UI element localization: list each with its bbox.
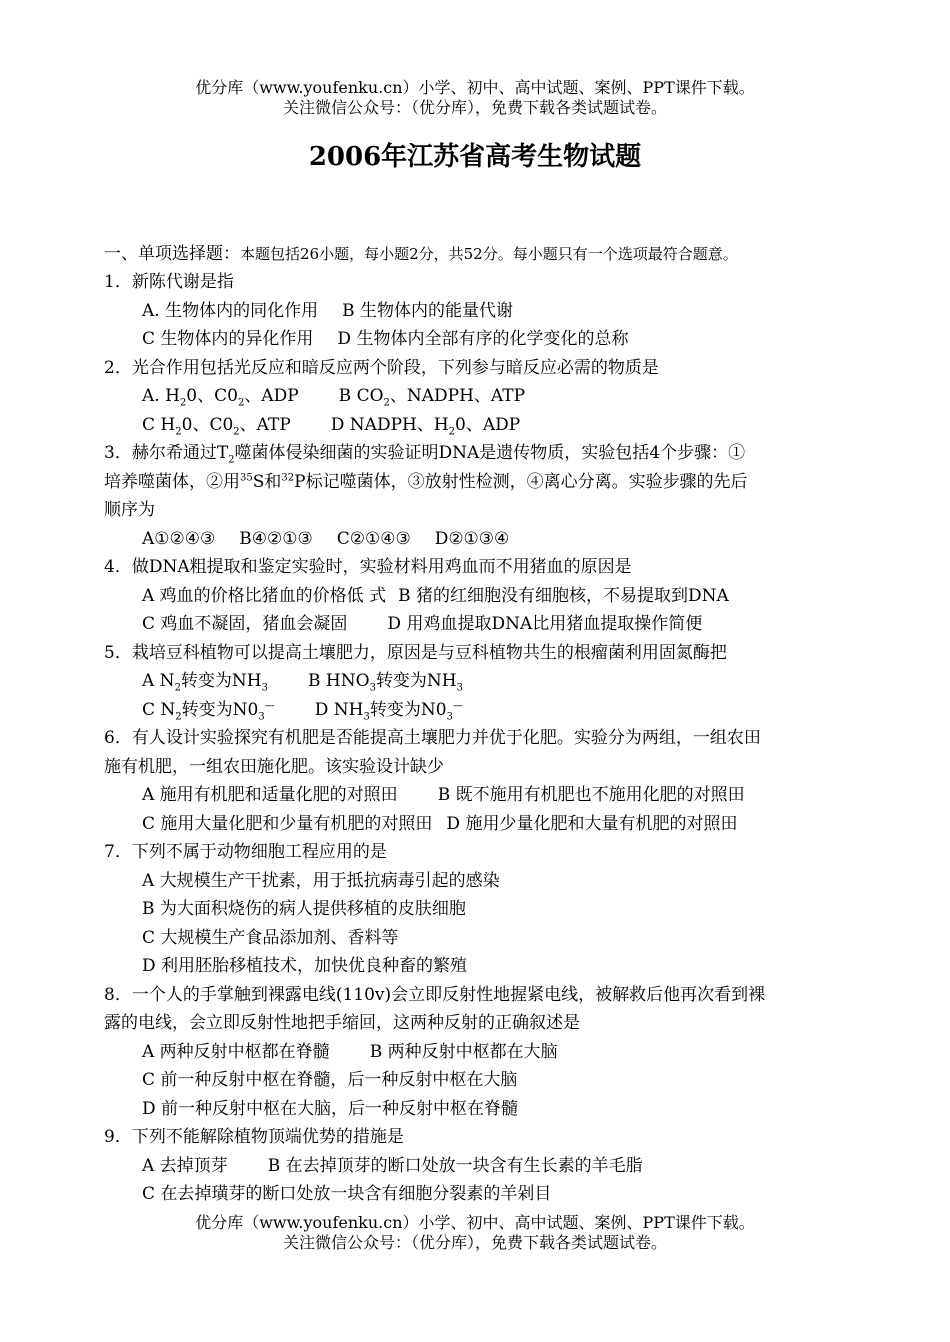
question-5-stem: 5．栽培豆科植物可以提高土壤肥力，原因是与豆科植物共生的根瘤菌利用固氮酶把: [104, 642, 727, 663]
q2-option-a: A. $H_20$、$C0_2$、ADP: [142, 386, 299, 409]
q8-option-c: C 前一种反射中枢在脊髓，后一种反射中枢在大脑: [142, 1070, 518, 1090]
q1-option-a: A. 生物体内的同化作用: [142, 300, 319, 321]
q8-option-d: D 前一种反射中枢在大脑，后一种反射中枢在脊髓: [142, 1098, 519, 1119]
q4-option-a: A 鸡血的价格比猪血的价格低 式: [142, 585, 387, 606]
q6-option-b: B 既不施用有机肥也不施用化肥的对照田: [437, 785, 745, 805]
question-1-options-cd: [104, 325, 854, 354]
q9-option-b: B 在去掉顶芽的断口处放一块含有生长素的羊毛脂: [267, 1155, 643, 1176]
header-line-1: 优分库（www.youfenku.cn）小学、初中、高中试题、案例、PPT课件下载。: [195, 78, 755, 97]
q6-option-c: C 施用大量化肥和少量有机肥的对照田: [142, 813, 433, 834]
exam-body: [104, 240, 854, 1209]
q2-option-b: B $CO_2$、NADPH、ATP: [338, 386, 526, 409]
q7-option-c: C 大规模生产食品添加剂、香料等: [142, 927, 399, 948]
section-label: 一、单项选择题：: [104, 244, 240, 264]
q5-option-c: C $N_2$转变为$N0_3^—$: [142, 699, 275, 722]
question-2-stem: 2．光合作用包括光反应和暗反应两个阶段，下列参与暗反应必需的物质是: [104, 357, 659, 378]
q7-option-b: B 为大面积烧伤的病人提供移植的皮肤细胞: [142, 899, 466, 919]
header-line-2: 关注微信公众号：（优分库），免费下载各类试题试卷。: [282, 98, 667, 117]
section-heading: [104, 240, 854, 268]
question-4-options-cd: [104, 610, 854, 639]
question-3-stem-line-2: 培养噬菌体，②用$^{35}$S和$^{32}$P标记噬菌体，③放射性检测，④离心分离。实验步骤的先后: [104, 471, 748, 492]
q2-option-c: C $H_20$、$C0_2$、ATP: [142, 414, 291, 437]
q7-option-a: A 大规模生产干扰素，用于抵抗病毒引起的感染: [142, 870, 500, 891]
q8-option-a: A 两种反射中枢都在脊髓: [142, 1041, 330, 1062]
question-3-options: [104, 525, 854, 554]
q9-option-c: C 在去掉璜芽的断口处放一块含有细胞分裂素的羊剁目: [142, 1184, 552, 1204]
q5-option-a: A $N_2$转变为$NH_3$: [142, 671, 269, 694]
q3-option-a: A①②④③: [142, 528, 216, 549]
section-note: 本题包括26小题，每小题2分，共52分。每小题只有一个选项最符合题意。: [240, 245, 738, 263]
question-4-stem: 4．做DNA粗提取和鉴定实验时，实验材料用鸡血而不用猪血的原因是: [104, 557, 632, 577]
question-2-options-cd: [104, 411, 854, 440]
q5-option-d: D $NH_3$转变为$N0_3^—$: [314, 699, 463, 722]
q4-option-d: D 用鸡血提取DNA比用猪血提取操作简便: [387, 614, 703, 634]
q7-option-d: D 利用胚胎移植技术，加快优良种畜的繁殖: [142, 956, 468, 976]
question-2-options-ab: [104, 382, 854, 411]
q6-option-a: A 施用有机肥和适量化肥的对照田: [142, 785, 398, 805]
question-6-stem-line-1: 6．有人设计实验探究有机肥是否能提高土壤肥力并优于化肥。实验分为两组，一组农田: [104, 728, 761, 748]
footer-line-1: 优分库（www.youfenku.cn）小学、初中、高中试题、案例、PPT课件下载。: [195, 1213, 755, 1232]
q2-option-d: D NADPH、$H_20$、ADP: [330, 414, 521, 437]
page-title: 2006年江苏省高考生物试题: [308, 142, 642, 172]
q1-option-d: D 生物体内全部有序的化学变化的总称: [337, 329, 629, 349]
question-1-stem: 1．新陈代谢是指: [104, 272, 234, 292]
q1-option-c: C 生物体内的异化作用: [142, 329, 314, 349]
question-9-stem: 9．下列不能解除植物顶端优势的措施是: [104, 1127, 404, 1147]
q3-option-b: B④②①③: [239, 528, 313, 549]
q9-option-a: A 去掉顶芽: [142, 1155, 228, 1176]
q4-option-c: C 鸡血不凝固，猪血会凝固: [142, 614, 348, 634]
question-8-stem-line-1: 8．一个人的手掌触到裸露电线(110v)会立即反射性地握紧电线，被解救后他再次看到裸: [104, 984, 766, 1005]
question-7-stem: 7．下列不属于动物细胞工程应用的是: [104, 842, 387, 862]
q1-option-b: B 生物体内的能量代谢: [342, 300, 513, 321]
question-6-options-cd: [104, 810, 854, 839]
q6-option-d: D 施用少量化肥和大量有机肥的对照田: [446, 813, 738, 834]
q8-option-b: B 两种反射中枢都在大脑: [369, 1041, 558, 1062]
q3-option-d: D②①③④: [434, 528, 510, 549]
question-5-options-ab: [104, 667, 854, 696]
question-3-stem-line-3: 顺序为: [104, 500, 155, 520]
q4-option-b: B 猪的红细胞没有细胞核，不易提取到DNA: [398, 585, 729, 606]
question-4-options-ab: [104, 582, 854, 611]
question-9-options-ab: [104, 1152, 854, 1181]
question-8-stem-line-2: 露的电线，会立即反射性地把手缩回，这两种反射的正确叙述是: [104, 1013, 580, 1033]
question-6-stem-line-2: 施有机肥，一组农田施化肥。该实验设计缺少: [104, 756, 444, 777]
question-6-options-ab: [104, 781, 854, 810]
question-8-options-ab: [104, 1038, 854, 1067]
footer-line-2: 关注微信公众号：（优分库），免费下载各类试题试卷。: [282, 1233, 667, 1252]
q3-option-c: C②①④③: [336, 528, 411, 549]
question-1-options-ab: [104, 297, 854, 326]
q5-option-b: B $HNO_3$转变为$NH_3$: [308, 671, 464, 694]
question-3-stem-line-1: 3．赫尔希通过$T_2$噬菌体侵染细菌的实验证明DNA是遗传物质，实验包括4个步骤：①: [104, 443, 746, 466]
question-5-options-cd: [104, 696, 854, 725]
